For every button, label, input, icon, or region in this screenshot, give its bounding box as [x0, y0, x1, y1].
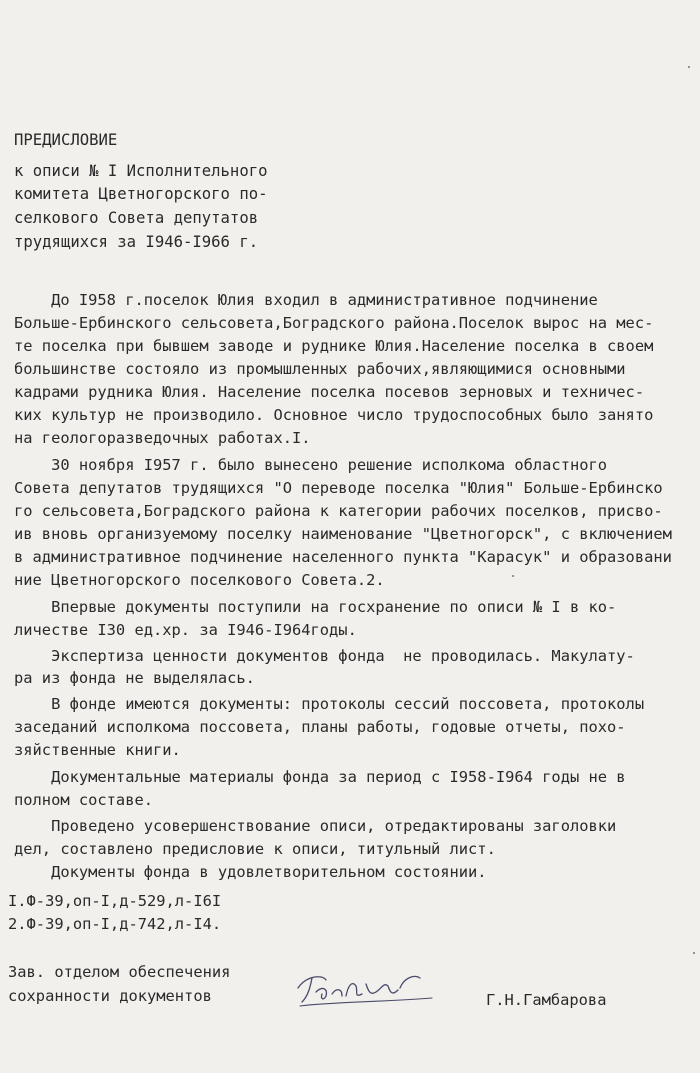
signatory-position: Зав. отделом обеспечения: [8, 963, 231, 981]
paper-speck: [688, 66, 690, 68]
body-line: ких культур не производило. Основное число трудоспособных было занято: [14, 406, 654, 424]
body-line: В фонде имеются документы: протоколы сессий поссовета, протоколы: [14, 695, 645, 713]
body-line: Совета депутатов трудящихся "О переводе поселка "Юлия" Больше-Ербинско: [14, 479, 663, 497]
signatory-name: Г.Н.Гамбарова: [486, 991, 607, 1009]
body-line: те поселка при бывшем заводе и руднике Юлия.Население поселка в своем: [14, 337, 654, 355]
body-line: ра из фонда не выделялась.: [14, 669, 255, 687]
footnote-line: I.Ф-39,оп-I,д-529,л-I6I: [8, 892, 222, 910]
body-line: в административное подчинение населенного пункта "Карасук" и образовани: [14, 548, 672, 566]
body-line: Впервые документы поступили на госхранение по описи № I в ко-: [14, 598, 617, 616]
body-line: ив вновь организуемому поселку наименование "Цветногорск", с включением: [14, 525, 672, 543]
body-line: Больше-Ербинского сельсовета,Боградского района.Поселок вырос на мес-: [14, 314, 654, 332]
body-line: большинстве состояло из промышленных рабочих,являющимися основными: [14, 360, 626, 378]
body-line: Экспертиза ценности документов фонда не проводилась. Макулату-: [14, 647, 635, 665]
body-line: кадрами рудника Юлия. Население поселка посевов зерновых и техничес-: [14, 383, 645, 401]
heading-line: селкового Совета депутатов: [14, 209, 259, 227]
heading-line: к описи № I Исполнительного: [14, 162, 268, 180]
body-line: полном составе.: [14, 791, 153, 809]
body-line: 30 ноября I957 г. было вынесено решение исполкома областного: [14, 456, 608, 474]
body-line: Документальные материалы фонда за период с I958-I964 годы не в: [14, 768, 626, 786]
body-line: го сельсовета,Боградского района к категории рабочих поселков, присво-: [14, 502, 663, 520]
body-line: Проведено усовершенствование описи, отредактированы заголовки: [14, 817, 617, 835]
body-line: ние Цветногорского поселкового Совета.2.: [14, 571, 385, 589]
heading-title: ПРЕДИСЛОВИЕ: [14, 131, 118, 149]
body-line: Документы фонда в удовлетворительном состоянии.: [14, 863, 487, 881]
handwritten-signature: [292, 966, 442, 1016]
body-line: заседаний исполкома поссовета, планы работы, годовые отчеты, похо-: [14, 718, 626, 736]
heading-line: трудящихся за I946-I966 г.: [14, 233, 259, 251]
heading-line: комитета Цветногорского по-: [14, 185, 268, 203]
signatory-position: сохранности документов: [8, 987, 212, 1005]
body-line: на геологоразведочных работах.I.: [14, 429, 311, 447]
body-line: зяйственные книги.: [14, 741, 181, 759]
paper-speck: [512, 575, 514, 577]
body-line: дел, составлено предисловие к описи, титульный лист.: [14, 840, 496, 858]
paper-speck: [693, 952, 695, 954]
footnote-line: 2.Ф-39,оп-I,д-742,л-I4.: [8, 915, 222, 933]
body-line: личестве I30 ед.хр. за I946-I964годы.: [14, 621, 357, 639]
body-line: До I958 г.поселок Юлия входил в административное подчинение: [14, 291, 598, 309]
